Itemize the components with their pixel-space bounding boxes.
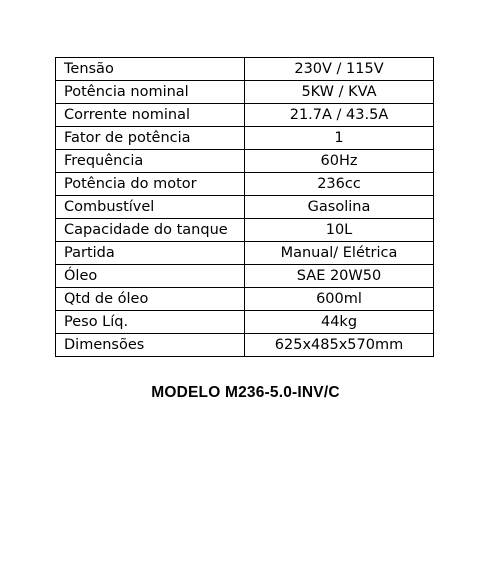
spec-value-rated-power: 5KW / KVA bbox=[245, 81, 434, 104]
table-row bbox=[56, 173, 434, 196]
spec-label-power-factor: Fator de potência bbox=[56, 127, 245, 150]
table-row bbox=[56, 334, 434, 357]
spec-label-frequency: Frequência bbox=[56, 150, 245, 173]
spec-value-oil-quantity: 600ml bbox=[245, 288, 434, 311]
table-row bbox=[56, 242, 434, 265]
spec-value-frequency: 60Hz bbox=[245, 150, 434, 173]
spec-label-voltage: Tensão bbox=[56, 58, 245, 81]
table-row bbox=[56, 127, 434, 150]
spec-label-rated-power: Potência nominal bbox=[56, 81, 245, 104]
spec-label-start: Partida bbox=[56, 242, 245, 265]
table-row bbox=[56, 58, 434, 81]
spec-value-oil: SAE 20W50 bbox=[245, 265, 434, 288]
spec-label-dimensions: Dimensões bbox=[56, 334, 245, 357]
table-row bbox=[56, 311, 434, 334]
table-row bbox=[56, 196, 434, 219]
spec-value-fuel: Gasolina bbox=[245, 196, 434, 219]
spec-value-engine-power: 236cc bbox=[245, 173, 434, 196]
spec-label-oil-quantity: Qtd de óleo bbox=[56, 288, 245, 311]
table-row bbox=[56, 265, 434, 288]
spec-value-power-factor: 1 bbox=[245, 127, 434, 150]
spec-value-tank-capacity: 10L bbox=[245, 219, 434, 242]
spec-label-net-weight: Peso Líq. bbox=[56, 311, 245, 334]
spec-value-rated-current: 21.7A / 43.5A bbox=[245, 104, 434, 127]
spec-label-engine-power: Potência do motor bbox=[56, 173, 245, 196]
table-row bbox=[56, 81, 434, 104]
spec-value-voltage: 230V / 115V bbox=[245, 58, 434, 81]
table-row bbox=[56, 150, 434, 173]
spec-label-fuel: Combustível bbox=[56, 196, 245, 219]
spec-value-start: Manual/ Elétrica bbox=[245, 242, 434, 265]
model-title: MODELO M236-5.0-INV/C bbox=[151, 384, 340, 401]
table-row bbox=[56, 104, 434, 127]
spec-value-dimensions: 625x485x570mm bbox=[245, 334, 434, 357]
spec-value-net-weight: 44kg bbox=[245, 311, 434, 334]
table-row bbox=[56, 288, 434, 311]
spec-label-rated-current: Corrente nominal bbox=[56, 104, 245, 127]
spec-table bbox=[55, 57, 434, 357]
spec-label-tank-capacity: Capacidade do tanque bbox=[56, 219, 245, 242]
spec-label-oil: Óleo bbox=[56, 265, 245, 288]
table-row bbox=[56, 219, 434, 242]
